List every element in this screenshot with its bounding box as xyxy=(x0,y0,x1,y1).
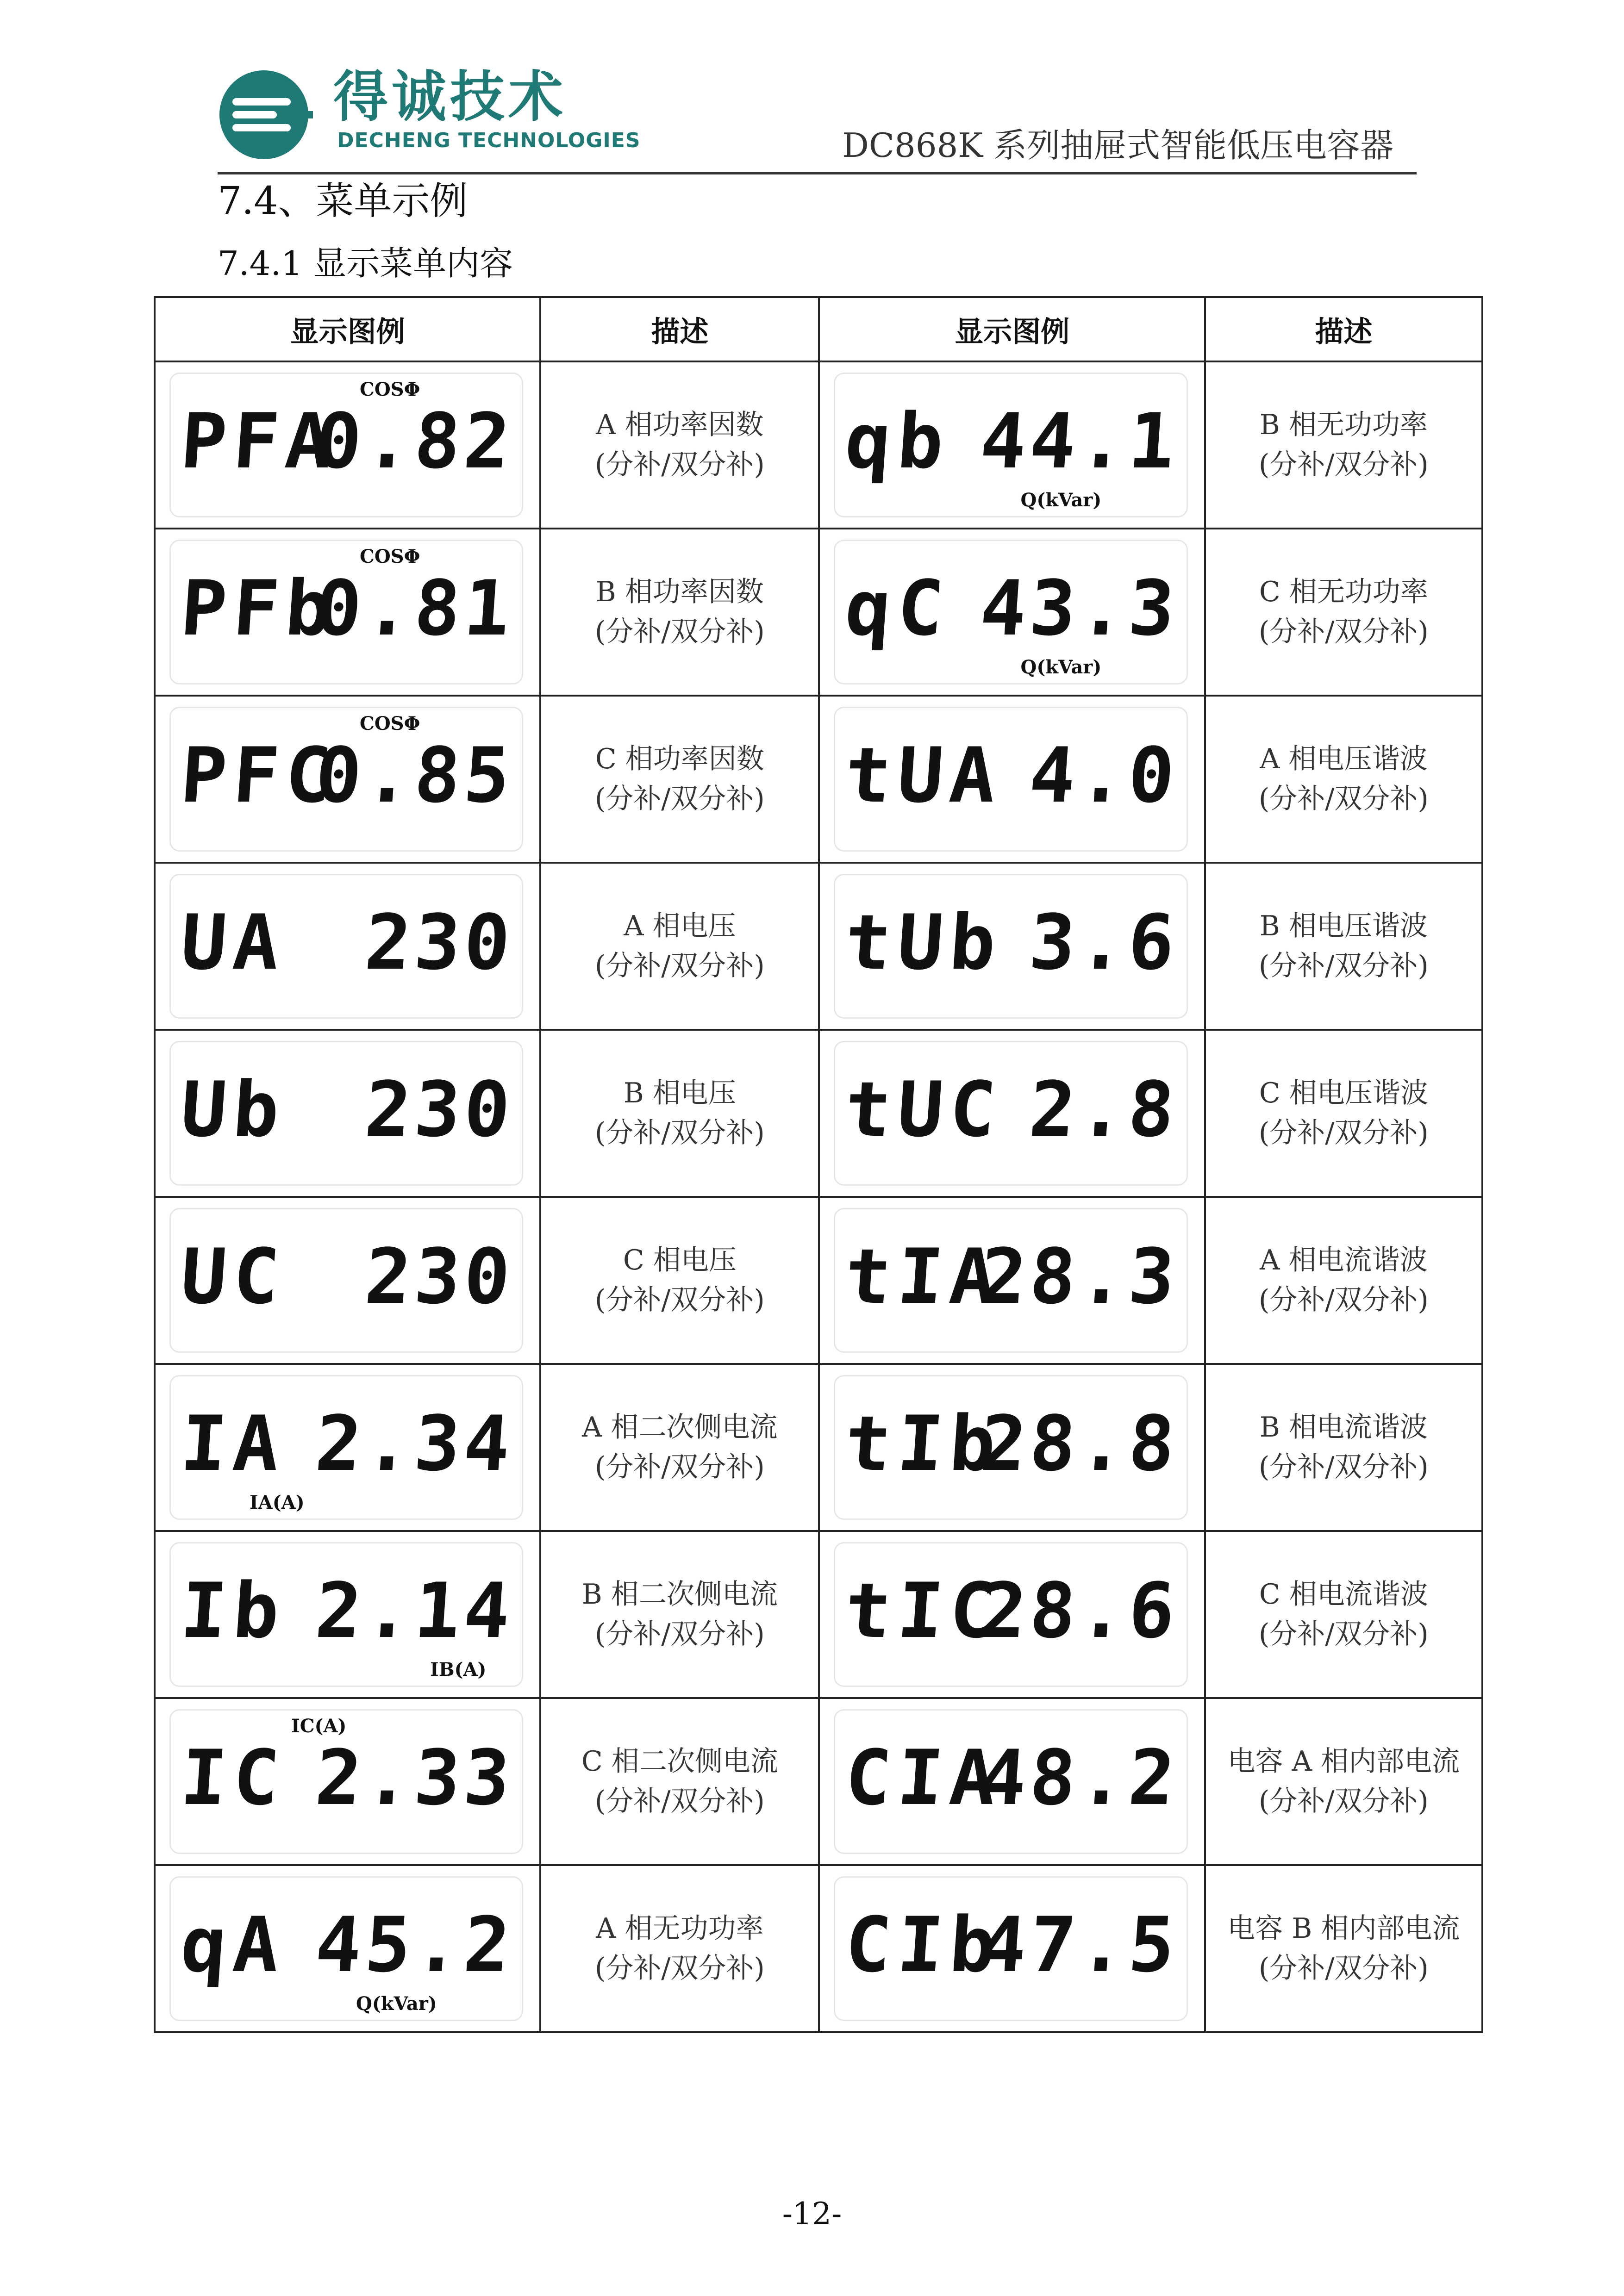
display-example-cell xyxy=(819,361,1205,529)
lcd-value: 28.3 xyxy=(977,1232,1181,1321)
description-text: A 相功率因数 xyxy=(596,409,764,442)
description-mode: (分补/双分补) xyxy=(1258,1952,1429,1985)
lcd-display xyxy=(169,1709,523,1854)
description-cell xyxy=(1205,1865,1482,2032)
lcd-label-code: IC xyxy=(178,1734,289,1822)
display-example-cell xyxy=(819,1030,1205,1197)
lcd-label-code: Ib xyxy=(178,1567,289,1655)
description-cell xyxy=(540,1364,819,1531)
lcd-value: 2.34 xyxy=(312,1400,517,1488)
description-mode: (分补/双分补) xyxy=(1258,1785,1429,1817)
column-header: 描述 xyxy=(540,297,819,361)
description-mode: (分补/双分补) xyxy=(1258,615,1429,648)
table-row xyxy=(155,1364,1482,1531)
description-mode: (分补/双分补) xyxy=(594,1283,765,1316)
description-text: B 相电压 xyxy=(623,1077,736,1110)
lcd-value: 2.33 xyxy=(312,1734,517,1822)
lcd-display xyxy=(834,1375,1187,1520)
description-cell xyxy=(1205,1030,1482,1197)
description-cell xyxy=(1205,1364,1482,1531)
lcd-display xyxy=(169,373,523,517)
display-example-cell xyxy=(155,1698,540,1865)
display-example-cell xyxy=(155,696,540,863)
description-mode: (分补/双分补) xyxy=(594,448,765,481)
description-text: A 相无功功率 xyxy=(596,1912,764,1945)
description-cell xyxy=(1205,1698,1482,1865)
description-mode: (分补/双分补) xyxy=(1258,1283,1429,1316)
description-text: C 相电流谐波 xyxy=(1259,1578,1428,1611)
lcd-label-code: tUA xyxy=(842,731,1006,820)
description-cell xyxy=(1205,863,1482,1030)
description-cell xyxy=(540,1698,819,1865)
lcd-display xyxy=(169,540,523,684)
section-title: 7.4、菜单示例 xyxy=(218,179,468,223)
company-logo xyxy=(218,65,681,167)
page-number: -12- xyxy=(782,2196,842,2232)
display-example-cell xyxy=(819,863,1205,1030)
lcd-value: 0.85 xyxy=(312,731,517,820)
display-example-cell xyxy=(155,361,540,529)
lcd-label-code: qA xyxy=(178,1901,289,1989)
lcd-display xyxy=(834,373,1187,517)
display-example-cell xyxy=(155,1364,540,1531)
lcd-label-code: tIb xyxy=(842,1400,1006,1488)
table-row xyxy=(155,696,1482,863)
lcd-display xyxy=(169,707,523,852)
description-mode: (分补/双分补) xyxy=(1258,1116,1429,1149)
display-example-cell xyxy=(819,1865,1205,2032)
description-text: A 相二次侧电流 xyxy=(582,1411,778,1444)
lcd-display xyxy=(169,1876,523,2021)
lcd-value: 44.1 xyxy=(977,397,1181,485)
lcd-value: 3.6 xyxy=(1026,898,1181,987)
lcd-value: 28.6 xyxy=(977,1567,1181,1655)
lcd-value: 47.5 xyxy=(977,1901,1181,1989)
lcd-display xyxy=(169,1208,523,1353)
display-menu-table xyxy=(154,296,1483,2033)
lcd-label-code: UA xyxy=(178,898,289,987)
lcd-display xyxy=(834,540,1187,684)
lcd-display xyxy=(169,1041,523,1186)
description-text: A 相电压 xyxy=(624,910,736,943)
lcd-unit-label: IB(A) xyxy=(430,1659,487,1680)
lcd-value: 45.2 xyxy=(312,1901,517,1989)
display-example-cell xyxy=(819,1197,1205,1364)
description-cell xyxy=(1205,361,1482,529)
table-row xyxy=(155,1030,1482,1197)
description-cell xyxy=(1205,696,1482,863)
column-header: 描述 xyxy=(1205,297,1482,361)
lcd-value: 0.81 xyxy=(312,564,517,653)
display-example-cell xyxy=(819,1364,1205,1531)
lcd-display xyxy=(834,1542,1187,1687)
lcd-unit-label: Q(kVar) xyxy=(1020,656,1102,678)
description-text: B 相电流谐波 xyxy=(1259,1411,1428,1444)
description-text: A 相电压谐波 xyxy=(1260,743,1428,776)
description-text: B 相功率因数 xyxy=(595,576,764,609)
display-example-cell xyxy=(819,1698,1205,1865)
table-row xyxy=(155,1531,1482,1698)
display-example-cell xyxy=(155,1531,540,1698)
lcd-label-code: UC xyxy=(178,1232,289,1321)
description-mode: (分补/双分补) xyxy=(594,1785,765,1817)
lcd-unit-label: COSΦ xyxy=(360,713,420,734)
table-row xyxy=(155,1197,1482,1364)
table-row xyxy=(155,863,1482,1030)
lcd-display xyxy=(834,1876,1187,2021)
column-header: 显示图例 xyxy=(155,297,540,361)
display-example-cell xyxy=(155,529,540,696)
lcd-label-code: tUb xyxy=(842,898,1006,987)
description-mode: (分补/双分补) xyxy=(1258,1618,1429,1650)
lcd-display xyxy=(169,1542,523,1687)
display-example-cell xyxy=(819,529,1205,696)
description-text: C 相功率因数 xyxy=(595,743,764,776)
display-example-cell xyxy=(819,1531,1205,1698)
lcd-label-code: tIA xyxy=(842,1232,1006,1321)
table-row xyxy=(155,529,1482,696)
description-mode: (分补/双分补) xyxy=(594,615,765,648)
lcd-unit-label: IC(A) xyxy=(291,1715,347,1737)
display-example-cell xyxy=(155,1197,540,1364)
lcd-label-code: PFb xyxy=(178,564,341,653)
lcd-value: 4.0 xyxy=(1026,731,1181,820)
lcd-unit-label: COSΦ xyxy=(360,546,420,567)
display-example-cell xyxy=(819,696,1205,863)
description-cell xyxy=(540,1197,819,1364)
lcd-display xyxy=(834,1709,1187,1854)
lcd-unit-label: Q(kVar) xyxy=(1020,489,1102,511)
display-example-cell xyxy=(155,1865,540,2032)
lcd-label-code: tUC xyxy=(842,1065,1006,1154)
lcd-value: 230 xyxy=(362,898,517,987)
table-row xyxy=(155,1865,1482,2032)
lcd-display xyxy=(169,874,523,1019)
description-mode: (分补/双分补) xyxy=(594,949,765,982)
description-mode: (分补/双分补) xyxy=(1258,782,1429,815)
description-mode: (分补/双分补) xyxy=(594,1618,765,1650)
description-text: C 相二次侧电流 xyxy=(581,1745,778,1778)
description-text: 电容 A 相内部电流 xyxy=(1227,1745,1460,1778)
description-text: C 相电压谐波 xyxy=(1259,1077,1428,1110)
description-cell xyxy=(540,696,819,863)
lcd-value: 43.3 xyxy=(977,564,1181,653)
description-cell xyxy=(1205,529,1482,696)
lcd-value: 28.8 xyxy=(977,1400,1181,1488)
lcd-display xyxy=(834,1041,1187,1186)
display-example-cell xyxy=(155,863,540,1030)
lcd-value: 230 xyxy=(362,1232,517,1321)
description-mode: (分补/双分补) xyxy=(594,1116,765,1149)
lcd-display xyxy=(834,707,1187,852)
description-cell xyxy=(540,361,819,529)
table-row xyxy=(155,1698,1482,1865)
lcd-display xyxy=(169,1375,523,1520)
lcd-value: 2.14 xyxy=(312,1567,517,1655)
lcd-label-code: Ub xyxy=(178,1065,289,1154)
description-mode: (分补/双分补) xyxy=(1258,1450,1429,1483)
lcd-value: 0.82 xyxy=(312,397,517,485)
description-cell xyxy=(540,529,819,696)
description-text: C 相无功功率 xyxy=(1259,576,1428,609)
description-mode: (分补/双分补) xyxy=(594,1450,765,1483)
column-header: 显示图例 xyxy=(819,297,1205,361)
description-text: A 相电流谐波 xyxy=(1260,1244,1428,1277)
lcd-label-code: IA xyxy=(178,1400,289,1488)
table-row xyxy=(155,361,1482,529)
logo-mark-icon xyxy=(218,65,319,167)
header-divider xyxy=(218,172,1417,174)
table-body xyxy=(155,361,1482,2032)
lcd-label-code: PFC xyxy=(178,731,341,820)
description-mode: (分补/双分补) xyxy=(594,782,765,815)
description-mode: (分补/双分补) xyxy=(1258,448,1429,481)
document-title: DC868K 系列抽屉式智能低压电容器 xyxy=(842,126,1393,165)
lcd-label-code: CIA xyxy=(842,1734,1006,1822)
lcd-unit-label: IA(A) xyxy=(250,1492,305,1513)
description-cell xyxy=(1205,1197,1482,1364)
lcd-display xyxy=(834,874,1187,1019)
logo-chinese-name: 得诚技术 xyxy=(333,65,567,129)
lcd-label-code: PFA xyxy=(178,397,341,485)
description-cell xyxy=(540,1865,819,2032)
description-text: 电容 B 相内部电流 xyxy=(1227,1912,1460,1945)
lcd-value: 230 xyxy=(362,1065,517,1154)
lcd-unit-label: Q(kVar) xyxy=(356,1993,437,2015)
table-header-row xyxy=(155,297,1482,361)
description-cell xyxy=(540,1030,819,1197)
description-cell xyxy=(540,863,819,1030)
description-mode: (分补/双分补) xyxy=(594,1952,765,1985)
description-cell xyxy=(540,1531,819,1698)
page-header xyxy=(218,65,1417,176)
logo-english-name: DECHENG TECHNOLOGIES xyxy=(337,129,641,152)
lcd-label-code: qb xyxy=(842,397,953,485)
lcd-label-code: qC xyxy=(842,564,953,653)
description-text: B 相电压谐波 xyxy=(1259,910,1428,943)
display-example-cell xyxy=(155,1030,540,1197)
subsection-title: 7.4.1 显示菜单内容 xyxy=(218,244,513,283)
description-text: B 相二次侧电流 xyxy=(581,1578,778,1611)
lcd-value: 2.8 xyxy=(1026,1065,1181,1154)
lcd-display xyxy=(834,1208,1187,1353)
description-text: B 相无功功率 xyxy=(1259,409,1428,442)
lcd-label-code: tIC xyxy=(842,1567,1006,1655)
description-mode: (分补/双分补) xyxy=(1258,949,1429,982)
description-text: C 相电压 xyxy=(623,1244,737,1277)
lcd-unit-label: COSΦ xyxy=(360,379,420,400)
lcd-value: 48.2 xyxy=(977,1734,1181,1822)
lcd-label-code: CIb xyxy=(842,1901,1006,1989)
description-cell xyxy=(1205,1531,1482,1698)
